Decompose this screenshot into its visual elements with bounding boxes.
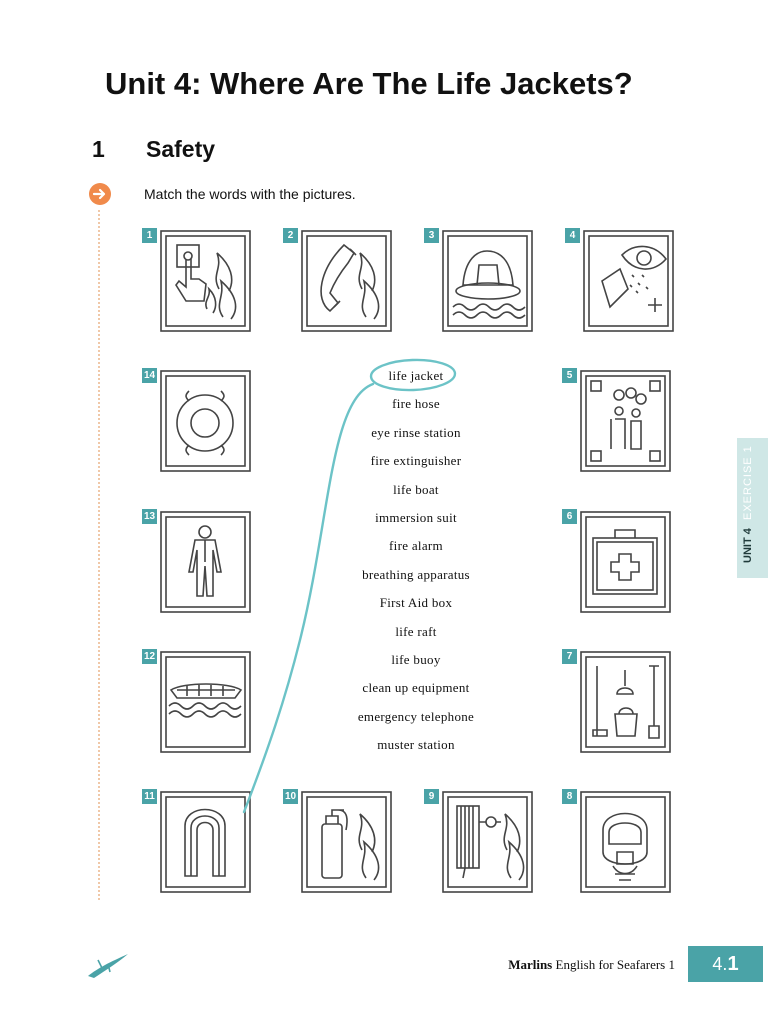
picture-number: 4 bbox=[565, 228, 580, 243]
word-item: emergency telephone bbox=[357, 708, 475, 724]
page-number bbox=[688, 946, 763, 982]
word-item: life jacket bbox=[388, 368, 444, 383]
picture-number: 13 bbox=[143, 511, 156, 522]
picture-number: 14 bbox=[143, 370, 156, 381]
picture-number: 8 bbox=[562, 789, 577, 804]
word-list bbox=[330, 366, 502, 763]
page-title: Unit 4: Where Are The Life Jackets? bbox=[105, 66, 633, 101]
marlin-logo-icon bbox=[86, 950, 130, 980]
picture-number: 3 bbox=[424, 228, 439, 243]
page-number-major: 4. bbox=[712, 954, 728, 974]
word-item: fire alarm bbox=[389, 538, 443, 554]
picture-number: 10 bbox=[284, 791, 297, 802]
word-item: eye rinse station bbox=[371, 424, 461, 440]
picture-number: 6 bbox=[562, 509, 577, 524]
page-number-minor: 1 bbox=[727, 953, 739, 975]
word-item: fire extinguisher bbox=[370, 453, 462, 469]
picture-number: 5 bbox=[562, 368, 577, 383]
unit-side-tab bbox=[737, 438, 768, 578]
word-item: life buoy bbox=[391, 651, 441, 667]
word-item: breathing apparatus bbox=[362, 566, 470, 582]
picture-number: 1 bbox=[142, 228, 157, 243]
picture-number: 9 bbox=[424, 789, 439, 804]
footer-title: English for Seafarers 1 bbox=[555, 957, 675, 972]
section-title: Safety bbox=[146, 136, 216, 162]
footer-book-title bbox=[430, 957, 675, 973]
footer-brand: Marlins bbox=[508, 957, 553, 972]
picture-number: 12 bbox=[143, 651, 156, 662]
side-unit-label: UNIT 4 bbox=[742, 528, 754, 563]
word-item: immersion suit bbox=[375, 509, 457, 525]
word-item: life boat bbox=[393, 481, 439, 497]
instruction-text: Match the words with the pictures. bbox=[144, 186, 356, 202]
section-number: 1 bbox=[92, 136, 105, 162]
word-item: muster station bbox=[377, 737, 455, 753]
picture-number: 2 bbox=[283, 228, 298, 243]
picture-number: 11 bbox=[142, 789, 157, 804]
word-item: fire hose bbox=[392, 396, 440, 412]
word-item: clean up equipment bbox=[362, 680, 470, 696]
picture-number: 7 bbox=[562, 649, 577, 664]
side-exercise-label: EXERCISE 1 bbox=[742, 445, 754, 520]
word-item: life raft bbox=[395, 623, 437, 639]
word-item: First Aid box bbox=[379, 595, 453, 611]
